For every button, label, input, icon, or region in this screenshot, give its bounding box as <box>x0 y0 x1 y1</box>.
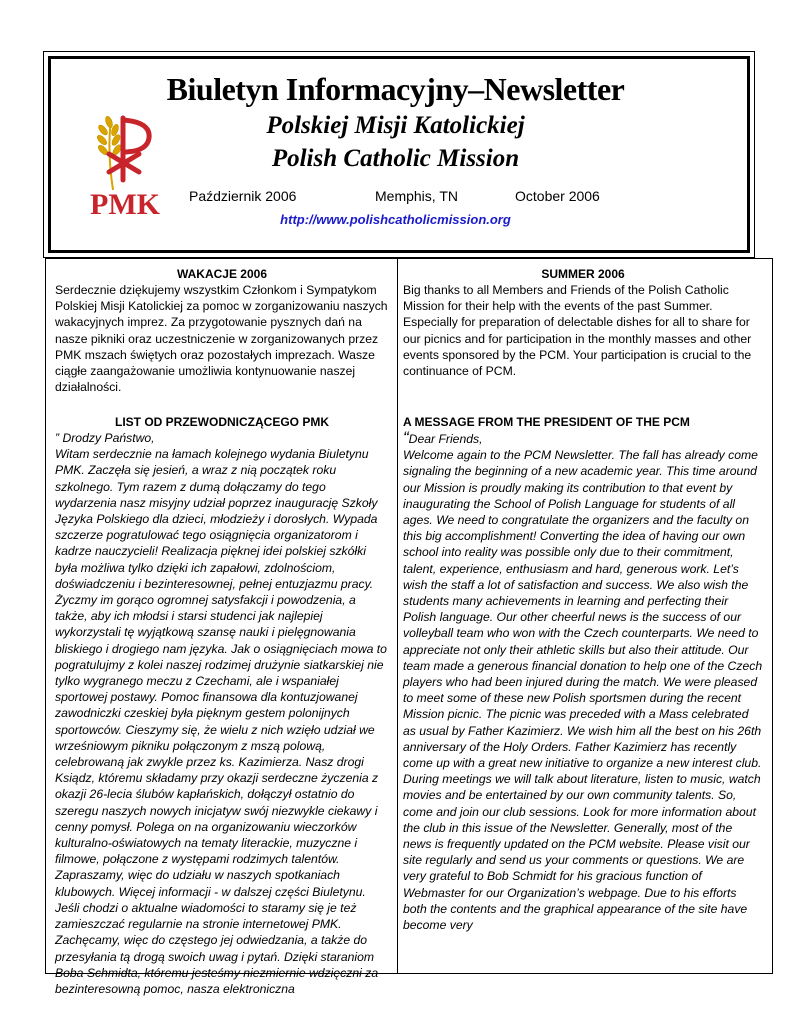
logo-letters: PMK <box>90 188 160 220</box>
date-polish: Październik 2006 <box>189 188 297 204</box>
location: Memphis, TN <box>375 188 458 204</box>
article-frame <box>45 258 773 996</box>
date-english: October 2006 <box>515 188 600 204</box>
paragraph-summer: Big thanks to all Members and Friends of the Polish Catholic Mission for their help with the events of the past Summer. Especially for preparation of delectable dishes for all to share for our picnics and for participation in the monthly masses and other events sponsored by the PCM. Your participation is crucial to the continuance of PCM. <box>403 283 752 379</box>
salutation-text: Dear Friends, <box>408 432 483 446</box>
heading-wakacje: WAKACJE 2006 <box>176 267 268 281</box>
opening-quote: “ <box>403 428 409 447</box>
salutation-english <box>403 430 763 447</box>
subtitle-english: Polish Catholic Mission <box>271 145 520 172</box>
salutation-polish: ” Drodzy Państwo, <box>55 431 155 445</box>
subtitle-polish: Polskiej Misji Katolickiej <box>266 112 525 139</box>
left-column <box>55 267 389 395</box>
right-column-letter <box>403 415 763 933</box>
website-link[interactable]: http://www.polishcatholicmission.org <box>280 212 511 227</box>
heading-president-message: A MESSAGE FROM THE PRESIDENT OF THE PCM <box>403 415 690 429</box>
heading-summer: SUMMER 2006 <box>541 267 625 281</box>
heading-list-przewodniczacego: LIST OD PRZEWODNICZĄCEGO PMK <box>115 415 329 429</box>
column-divider <box>397 259 398 973</box>
paragraph-president-message: Welcome again to the PCM Newsletter. The fall has already come signaling the beginning of a new academic year. This time around our Mission is proudly making its contribution to that event by inaugurating the School of Polish Language for students of all ages. We need to congratulate the organizers and the faculty on this big accomplishment! Converting the idea of having our own school into reality was possible only due to their commitment, talent, experience, enthusiasm and hard, generous work. Let’s wish the staff a lot of satisfaction and success. We also wish the students many achievements in learning and perfecting their Polish language. Our other cheerful news is the success of our volleyball team who won with the Czech counterparts. We need to appreciate not only their athletic skills but also their attitude. Our team made a generous financial donation to help one of the Czech players who had been injured during the match. We were pleased to meet some of these new Polish sportsmen during the recent Mission picnic. The picnic was preceded with a Mass celebrated as usual by Father Kazimierz. We wish him all the best on his 26th anniversary of the Holy Orders. Father Kazimierz has recently come up with a great new initiative to organize a new interest club. During meetings we will talk about literature, listen to music, watch movies and be entertained by our own community talents. So, come and join our club sessions. Look for more information about the club in this issue of the Newsletter. Generally, most of the news is frequently updated on the PCM website. Please visit our site regularly and send us your comments or questions. We are very grateful to Bob Schmidt for his gracious function of Webmaster for our Organization’s webpage. Due to his efforts both the contents and the graphical appearance of the site have become very <box>403 448 763 933</box>
newsletter-title: Biuletyn Informacyjny–Newsletter <box>166 71 625 107</box>
paragraph-wakacje: Serdecznie dziękujemy wszystkim Członkom i Sympatykom Polskiej Misji Katolickiej za pomoc w zorganizowaniu naszych wakacyjnych imprez. Za przygotowanie pysznych dań na nasze pikniki oraz uczestniczenie w zorganizowanych przez PMK mszach świętych oraz pozostałych imprezach. Wasze ciągłe zaangażowanie umożliwia kontynuowanie naszej działalności. <box>55 283 388 395</box>
right-column <box>403 267 763 379</box>
left-column-letter <box>55 415 389 997</box>
paragraph-list-przewodniczacego: Witam serdecznie na łamach kolejnego wydania Biuletynu PMK. Zaczęła się jesień, a wraz z nią początek roku szkolnego. Tym razem z dumą dołączamy do tego wydarzenia nasz misyjny udział poprzez inaugurację Szkoły Języka Polskiego dla dzieci, młodzieży i dorosłych. Wypada szczerze pogratulować tego osiągnięcia organizatorom i kadrze nauczycieli! Realizacja pięknej idei polskiej szkółki była możliwa tylko dzięki ich zapałowi, zdolnościom, doświadczeniu i bezinteresownej, pełnej entuzjazmu pracy. Życzmy im gorąco ogromnej satysfakcji i powodzenia, a także, aby ich młodsi i starsi studenci jak najlepiej wykorzystali tę wyjątkową szansę nauki i pielęgnowania bliskiego i drogiego nam języka. Jak o osiągnięciach mowa to pogratulujmy z kolei naszej rodzimej drużynie siatkarskiej nie tylko wygranego meczu z Czechami, ale i wspaniałej sportowej postawy. Pomoc finansowa dla kontuzjowanej zawodniczki czeskiej była pięknym gestem polonijnych sportowców. Cieszymy się, że wielu z nich wzięło udział we wrześniowym pikniku połączonym z mszą polową, celebrowaną jak zwykle przez ks. Kazimierza. Nasz drogi Ksiądz, któremu składamy przy okazji serdeczne życzenia z okazji 26-lecia ślubów kapłańskich, dołączył ostatnio do szeregu naszych nowych inicjatyw swój niezwykle ciekawy i cenny pomysł. Polega on na organizowaniu wieczorków kulturalno-oświatowych na tematy literackie, muzyczne i filmowe, połączone z występami rodzimych talentów. Zapraszamy, więc do udziału w naszych spotkaniach klubowych. Więcej informacji - w dalszej części Biuletynu. Jeśli chodzi o aktualne wiadomości to staramy się je też zamieszczać regularnie na stronie internetowej PMK. Zachęcamy, więc do częstego jej odwiedzania, a także do przesyłania tą drogą swoich uwag i pytań. Dzięki staraniom Boba Schmidta, któremu jesteśmy niezmiernie wdzięczni za bezinteresowną pomoc, nasza elektroniczna <box>55 447 387 996</box>
